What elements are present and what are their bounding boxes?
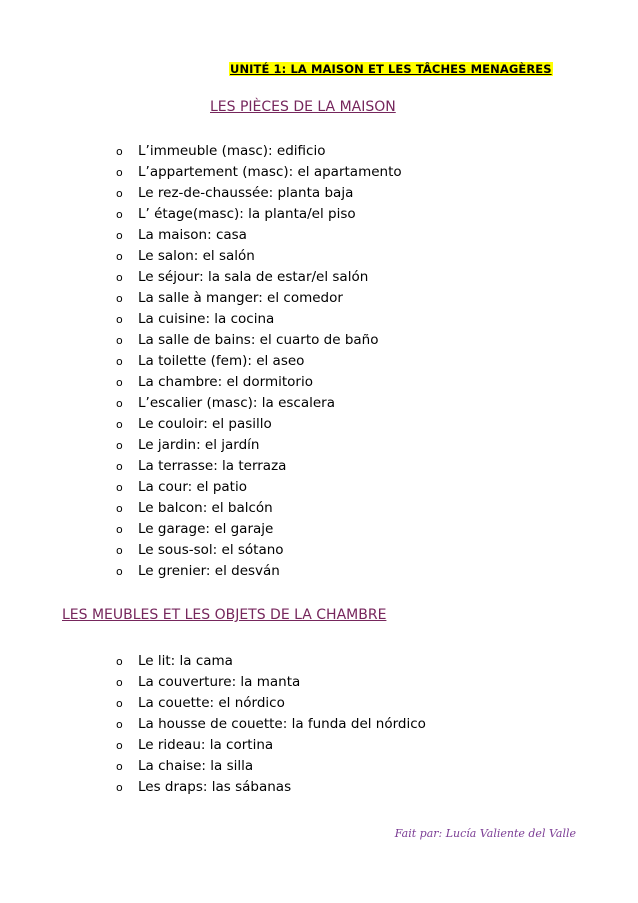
bullet-circle-icon: o xyxy=(116,313,123,326)
vocab-entry-text: Le séjour: la sala de estar/el salón xyxy=(138,269,369,285)
bullet-circle-icon: o xyxy=(116,460,123,473)
bullet-circle-icon: o xyxy=(116,544,123,557)
vocab-entry-text: Le sous-sol: el sótano xyxy=(138,542,284,558)
bullet-circle-icon: o xyxy=(116,145,123,158)
vocab-entry-text: La couette: el nórdico xyxy=(138,695,285,711)
bullet-circle-icon: o xyxy=(116,718,123,731)
vocab-entry-text: Le grenier: el desván xyxy=(138,563,280,579)
bullet-circle-icon: o xyxy=(116,739,123,752)
vocab-entry-text: Le salon: el salón xyxy=(138,248,255,264)
vocab-entry-text: La salle à manger: el comedor xyxy=(138,290,343,306)
bullet-circle-icon: o xyxy=(116,655,123,668)
bullet-circle-icon: o xyxy=(116,418,123,431)
vocab-entry-text: La housse de couette: la funda del nórdico xyxy=(138,716,426,732)
bullet-circle-icon: o xyxy=(116,439,123,452)
vocab-entry-text: Le lit: la cama xyxy=(138,653,233,669)
vocab-entry-text: La salle de bains: el cuarto de baño xyxy=(138,332,379,348)
bullet-circle-icon: o xyxy=(116,334,123,347)
bullet-circle-icon: o xyxy=(116,208,123,221)
furniture-section-title: LES MEUBLES ET LES OBJETS DE LA CHAMBRE xyxy=(62,607,387,623)
vocab-entry-text: L’ étage(masc): la planta/el piso xyxy=(138,206,356,222)
bullet-circle-icon: o xyxy=(116,355,123,368)
vocab-entry-text: La cuisine: la cocina xyxy=(138,311,275,327)
bullet-circle-icon: o xyxy=(116,229,123,242)
vocab-entry-text: L’escalier (masc): la escalera xyxy=(138,395,335,411)
vocab-entry-text: La chaise: la silla xyxy=(138,758,254,774)
bullet-circle-icon: o xyxy=(116,523,123,536)
bullet-circle-icon: o xyxy=(116,271,123,284)
bullet-circle-icon: o xyxy=(116,481,123,494)
vocab-entry-text: La toilette (fem): el aseo xyxy=(138,353,305,369)
vocab-entry-text: Les draps: las sábanas xyxy=(138,779,292,795)
bullet-circle-icon: o xyxy=(116,760,123,773)
vocab-entry-text: Le garage: el garaje xyxy=(138,521,274,537)
vocab-entry-text: La chambre: el dormitorio xyxy=(138,374,313,390)
vocab-entry-text: L’appartement (masc): el apartamento xyxy=(138,164,402,180)
bullet-circle-icon: o xyxy=(116,502,123,515)
author-footer: Fait par: Lucía Valiente del Valle xyxy=(394,827,576,840)
rooms-section-title: LES PIÈCES DE LA MAISON xyxy=(210,99,396,115)
vocab-entry-text: Le jardin: el jardín xyxy=(138,437,260,453)
vocab-entry-text: Le rez-de-chaussée: planta baja xyxy=(138,185,354,201)
bullet-circle-icon: o xyxy=(116,292,123,305)
bullet-circle-icon: o xyxy=(116,397,123,410)
vocab-entry-text: Le balcon: el balcón xyxy=(138,500,273,516)
bullet-circle-icon: o xyxy=(116,250,123,263)
bullet-circle-icon: o xyxy=(116,166,123,179)
unit-title: UNITÉ 1: LA MAISON ET LES TÂCHES MENAGÈRES xyxy=(230,62,552,76)
bullet-circle-icon: o xyxy=(116,565,123,578)
vocab-entry-text: Le couloir: el pasillo xyxy=(138,416,272,432)
bullet-circle-icon: o xyxy=(116,187,123,200)
vocab-entry-text: Le rideau: la cortina xyxy=(138,737,274,753)
vocab-entry-text: L’immeuble (masc): edificio xyxy=(138,143,326,159)
vocab-entry-text: La maison: casa xyxy=(138,227,247,243)
vocab-entry-text: La cour: el patio xyxy=(138,479,247,495)
vocab-entry-text: La terrasse: la terraza xyxy=(138,458,287,474)
bullet-circle-icon: o xyxy=(116,376,123,389)
bullet-circle-icon: o xyxy=(116,697,123,710)
bullet-circle-icon: o xyxy=(116,781,123,794)
bullet-circle-icon: o xyxy=(116,676,123,689)
vocab-entry-text: La couverture: la manta xyxy=(138,674,301,690)
